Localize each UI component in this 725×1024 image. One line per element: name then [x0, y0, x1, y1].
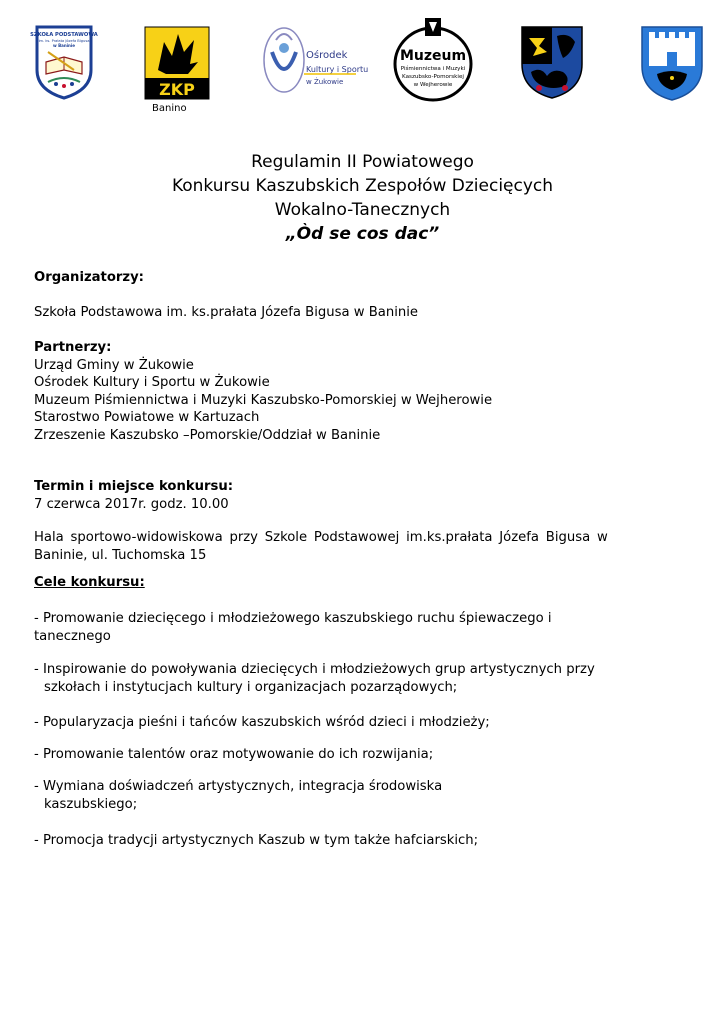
title-quote: „Òd se cos dac”	[285, 224, 440, 244]
goal-item	[34, 746, 700, 764]
svg-text:w Żukowie: w Żukowie	[306, 78, 344, 86]
term-place-words: Hala sportowo-widowiskowa przy Szkole Podstawowej im.ks.prałata Józefa Bigusa w	[34, 530, 608, 545]
organizers-heading: Organizatorzy:	[34, 270, 144, 285]
szkola-podstawowa-logo	[30, 24, 98, 100]
banino-caption: Banino	[152, 103, 187, 114]
partners-heading: Partnerzy:	[34, 340, 112, 355]
svg-text:im. ks. Prałata Józefa Bigusa: im. ks. Prałata Józefa Bigusa	[38, 39, 90, 43]
coat-of-arms-logo	[519, 24, 585, 100]
muzeum-logo	[391, 16, 475, 102]
svg-text:w Wejherowie: w Wejherowie	[413, 82, 453, 88]
goal-item	[34, 832, 700, 850]
title-line-2: Konkursu Kaszubskich Zespołów Dziecięcych	[171, 176, 554, 196]
organizers-text: Szkoła Podstawowa im. ks.prałata Józefa Bigusa w Baninie	[34, 305, 419, 320]
goal-item-line: - Popularyzacja pieśni i tańców kaszubskich wśród dzieci i młodzieży;	[34, 715, 490, 730]
term-place-line-1	[34, 529, 700, 547]
goals-heading: Cele konkursu:	[34, 575, 145, 590]
partner-item: Muzeum Piśmiennictwa i Muzyki Kaszubsko-Pomorskiej w Wejherowie	[34, 392, 493, 408]
partner-item: Urząd Gminy w Żukowie	[34, 357, 194, 373]
svg-text:SZKOŁA PODSTAWOWA: SZKOŁA PODSTAWOWA	[30, 32, 98, 38]
goal-item	[34, 661, 700, 696]
partner-item: Zrzeszenie Kaszubsko –Pomorskie/Oddział w Baninie	[34, 427, 381, 443]
svg-text:Piśmiennictwa i Muzyki: Piśmiennictwa i Muzyki	[400, 66, 466, 72]
goal-item	[34, 610, 700, 645]
goal-item-line: - Wymiana doświadczeń artystycznych, integracja środowiska	[34, 779, 443, 794]
term-section	[34, 478, 700, 513]
zukowo-coat-of-arms-logo	[639, 24, 705, 102]
goal-item-line: - Inspirowanie do powoływania dziecięcych i młodzieżowych grup artystycznych przy	[34, 662, 595, 677]
title-line-3: Wokalno-Tanecznych	[274, 200, 451, 220]
term-date: 7 czerwca 2017r. godz. 10.00	[34, 496, 229, 512]
svg-text:Kultury i Sportu: Kultury i Sportu	[306, 65, 369, 74]
goal-item-line: kaszubskiego;	[44, 796, 138, 812]
goal-item-line: tanecznego	[34, 628, 111, 644]
svg-text:Muzeum: Muzeum	[399, 48, 467, 64]
zkp-logo	[144, 26, 210, 100]
goal-item-line: - Promocja tradycji artystycznych Kaszub w tym także hafciarskich;	[34, 833, 479, 848]
svg-text:Ośrodek: Ośrodek	[306, 50, 348, 61]
term-heading: Termin i miejsce konkursu:	[34, 479, 234, 494]
partner-item: Starostwo Powiatowe w Kartuzach	[34, 410, 260, 426]
svg-text:Kaszubsko-Pomorskiej: Kaszubsko-Pomorskiej	[402, 74, 464, 80]
partner-item: Ośrodek Kultury i Sportu w Żukowie	[34, 375, 270, 391]
goal-item	[34, 714, 700, 732]
goal-item-line: - Promowanie talentów oraz motywowanie do ich rozwijania;	[34, 747, 434, 762]
title-line-1: Regulamin II Powiatowego	[251, 152, 474, 172]
goal-item	[34, 778, 700, 813]
term-place	[34, 529, 700, 564]
svg-text:ZKP: ZKP	[159, 80, 195, 99]
document-title	[0, 150, 725, 246]
goal-item-line: szkołach i instytucjach kultury i organizacjach pozarządowych;	[44, 679, 458, 695]
goal-item-line: - Promowanie dziecięcego i młodzieżowego kaszubskiego ruchu śpiewaczego i	[34, 611, 552, 626]
osrodek-kultury-logo	[262, 22, 369, 98]
svg-text:w Baninie: w Baninie	[53, 43, 75, 48]
partners-section	[34, 339, 700, 445]
term-place-line-2: Baninie, ul. Tuchomska 15	[34, 547, 207, 563]
